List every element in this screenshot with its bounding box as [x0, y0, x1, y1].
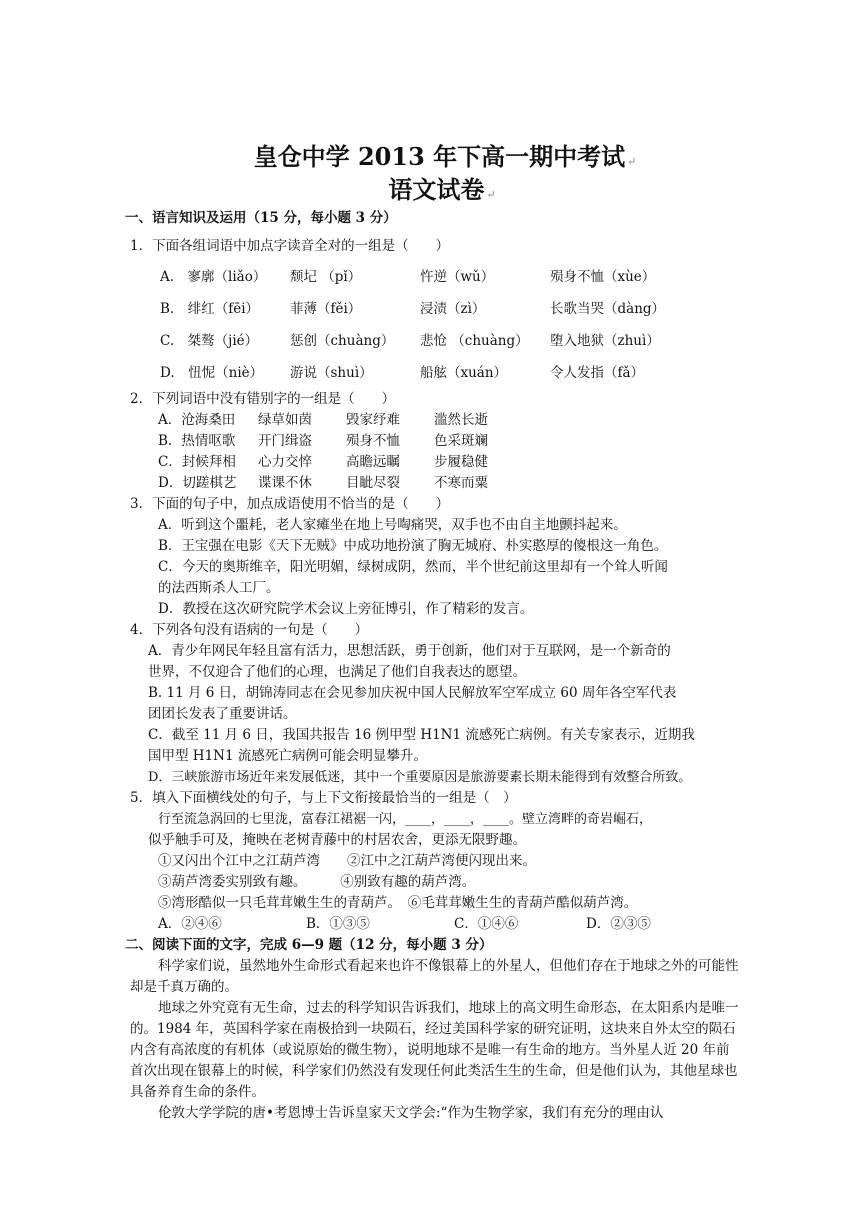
q1-b-3: 浸渍（zì）: [420, 301, 486, 317]
q1-b-2: 菲薄（fěi）: [290, 301, 362, 317]
q2-a-4: 滥然长逝: [434, 412, 488, 428]
q2-option-a: [158, 410, 740, 431]
q2-option-d: [158, 473, 740, 494]
paragraph-mark: ↵: [627, 155, 637, 168]
q1-stem: 1．下面各组词语中加点字读音全对的一组是（ ）: [130, 238, 450, 254]
q1-option-d: [160, 357, 740, 389]
q1-b-4: 长歌当哭（dàng）: [550, 301, 666, 317]
q4-option-a-cont: 世界，不仅迎合了他们的心理，也满足了他们自我表达的愿望。: [148, 664, 526, 680]
q2-b-4: 色采斑斓: [434, 433, 488, 449]
q2-c-1: C．封候拜相: [158, 454, 236, 470]
q2-d-2: 谍课不休: [258, 475, 312, 491]
q2-a-3: 毁家纾难: [346, 412, 400, 428]
q1-c-2: 惩创（chuàng）: [290, 333, 395, 349]
q3-option-a: A．听到这个噩耗，老人家瘫坐在地上号啕痛哭，双手也不由自主地颤抖起来。: [158, 517, 627, 533]
reading-paragraph-3: 伦敦大学学院的唐•考恩博士告诉皇家天文学会:“作为生物学家，我们有充分的理由认: [158, 1105, 664, 1121]
q5-answer-c: C．①④⑥: [454, 916, 519, 932]
q5-answer-b: B．①③⑤: [306, 916, 370, 932]
q4-option-b: B. 11 月 6 日，胡锦涛同志在会见参加庆祝中国人民解放军空军成立 60 周年各空军代表: [148, 685, 677, 701]
q5-answer-d: D．②③⑤: [586, 916, 651, 932]
q3-option-d: D．教授在这次研究院学术会议上旁征博引，作了精彩的发言。: [158, 601, 534, 617]
section-2-heading: 二、阅读下面的文字，完成 6—9 题（12 分，每小题 3 分）: [125, 937, 493, 953]
q5-choice-3-4: ③葫芦湾委实别致有趣。 ④别致有趣的葫芦湾。: [158, 874, 476, 890]
q1-c-3: 悲怆 （chuàng）: [420, 333, 529, 349]
q1-c-4: 堕入地狱（zhuì）: [550, 333, 660, 349]
q1-a-3: 忤逆（wǔ）: [420, 269, 495, 285]
q2-c-3: 高瞻远瞩: [346, 454, 400, 470]
title-line-1: 皇仓中学 2013 年下高一期中考试: [253, 142, 626, 171]
q3-stem: 3．下面的句子中，加点成语使用不恰当的是（ ）: [130, 496, 450, 512]
reading-paragraph-1: 科学家们说，虽然地外生命形式看起来也许不像银幕上的外星人，但他们存在于地球之外的可能性却是千真万确的。: [130, 958, 739, 995]
q4-stem: 4．下列各句没有语病的一句是（ ）: [130, 622, 369, 638]
q4-option-d: D．三峡旅游市场近年来发展低迷，其中一个重要原因是旅游要素长期未能得到有效整合所致。: [148, 770, 692, 785]
section-1-heading: 一、语言知识及运用（15 分，每小题 3 分）: [125, 210, 397, 226]
q5-choice-5-6: ⑤湾形酷似一只毛茸茸嫩生生的青葫芦。 ⑥毛茸茸嫩生生的青葫芦酷似葫芦湾。: [158, 895, 638, 911]
q5-passage-2: 似乎触手可及，掩映在老树青藤中的村居农舍，更添无限野趣。: [148, 832, 526, 848]
q2-b-1: B．热情呕歌: [158, 433, 236, 449]
q5-passage-1: 行至流急涡回的七里泷，富春江裙裾一闪，____，____，____。壁立湾畔的奇岩崛石，: [158, 812, 653, 827]
q1-b-1: B. 绯红（fēi）: [160, 301, 260, 317]
q2-a-1: A．沧海桑田: [158, 412, 236, 428]
exam-content: [125, 208, 740, 1124]
q2-c-2: 心力交悴: [258, 454, 312, 470]
q1-option-b: [160, 293, 740, 325]
q1-c-1: C. 桀骜（jié）: [160, 333, 259, 349]
q2-d-1: D．切蹉棋艺: [158, 475, 237, 491]
q1-a-1: A. 寥廓（liǎo）: [160, 269, 267, 285]
q2-b-2: 开门缉盗: [258, 433, 312, 449]
q2-d-3: 目眦尽裂: [346, 475, 400, 491]
q2-b-3: 殒身不恤: [346, 433, 400, 449]
exam-subtitle: [0, 174, 860, 211]
q4-option-b-cont: 团团长发表了重要讲话。: [148, 706, 297, 722]
title-line-2: 语文试卷: [388, 175, 485, 204]
q3-option-c-cont: 的法西斯杀人工厂。: [158, 580, 280, 596]
reading-paragraph-2: 地球之外究竟有无生命，过去的科学知识告诉我们，地球上的高文明生命形态，在太阳系内是唯一的。1984 年，英国科学家在南极拾到一块陨石，经过美国科学家的研究证明，这块来自外太空的陨石内含有高浓度的有机体（或说原始的微生物），说明地球不是唯一有生命的地方。当外星人近 20 年前首次出现在银幕上的时候，科学家们仍然没有发现任何此类活生生的生命，但是他们认为，其他星球也具备养育生命的条件。: [130, 1000, 739, 1100]
q1-option-a: [160, 261, 740, 293]
q1-a-2: 颓圮 （pǐ）: [290, 269, 362, 285]
q4-option-a: A．青少年网民年轻且富有活力，思想活跃，勇于创新，他们对于互联网，是一个新奇的: [148, 643, 671, 659]
q2-option-b: [158, 431, 740, 452]
q1-d-3: 船舷（xuán）: [420, 365, 508, 381]
q5-answers: [158, 914, 740, 935]
q4-option-c: C．截至 11 月 6 日，我国共报告 16 例甲型 H1N1 流感死亡病例。有关专家表示，近期我: [148, 727, 695, 743]
q1-d-2: 游说（shuì）: [290, 365, 373, 381]
q5-stem: 5．填入下面横线处的句子，与上下文衔接最恰当的一组是（ ）: [130, 790, 517, 806]
q4-option-c-cont: 国甲型 H1N1 流感死亡病例可能会明显攀升。: [148, 748, 427, 764]
q5-choice-1-2: ①又闪出个江中之江葫芦湾 ②江中之江葫芦湾便闪现出来。: [158, 853, 536, 869]
q3-option-c: C．今天的奥斯维辛，阳光明媚，绿树成阴，然而，半个世纪前这里却有一个耸人听闻: [158, 559, 668, 575]
q1-d-4: 令人发指（fǎ）: [550, 365, 645, 381]
q1-option-c: [160, 325, 740, 357]
q3-option-b: B．王宝强在电影《天下无贼》中成功地扮演了胸无城府、朴实憨厚的傻根这一角色。: [158, 538, 668, 554]
q2-a-2: 绿草如茵: [258, 412, 312, 428]
q1-a-4: 殒身不恤（xùe）: [550, 269, 656, 285]
q1-d-1: D. 忸怩（niè）: [160, 365, 264, 381]
paragraph-mark: ↵: [486, 188, 496, 201]
q2-c-4: 步履稳健: [434, 454, 488, 470]
q2-stem: 2．下列词语中没有错别字的一组是（ ）: [130, 391, 396, 407]
q5-answer-a: A．②④⑥: [158, 916, 222, 932]
q2-d-4: 不寒而粟: [434, 475, 488, 491]
q2-option-c: [158, 452, 740, 473]
